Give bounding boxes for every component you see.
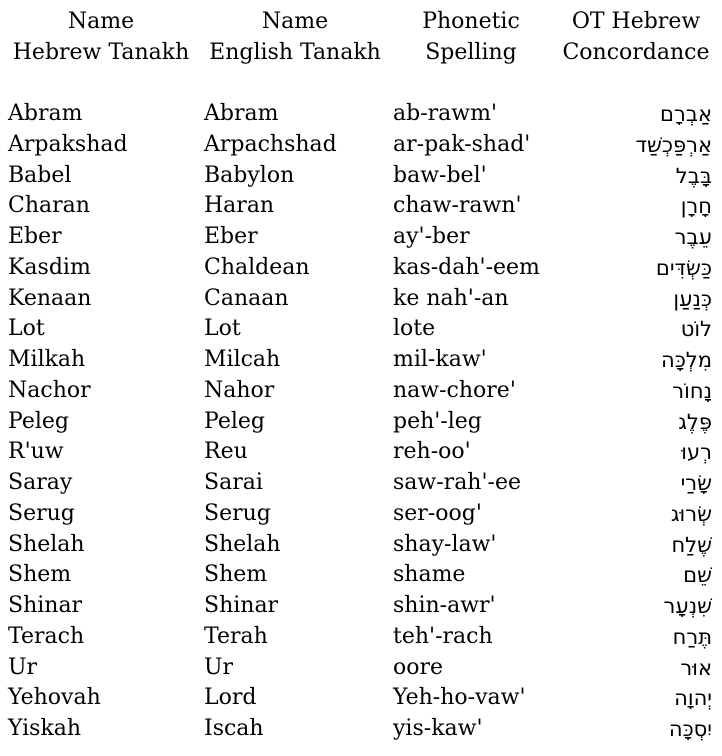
header-english-tanakh-name — [200, 6, 390, 68]
cell-hebrew-tanakh-name: Shelah — [8, 531, 85, 557]
table-row — [0, 161, 722, 192]
cell-hebrew-tanakh-name: Yehovah — [8, 685, 101, 711]
cell-hebrew-script: יִסְכָּה — [668, 717, 712, 741]
header-phonetic-spelling — [388, 6, 554, 68]
header-ot-hebrew-concordance — [554, 6, 718, 68]
table-row — [0, 130, 722, 161]
cell-english-tanakh-name: Peleg — [204, 408, 265, 434]
cell-english-tanakh-name: Haran — [204, 193, 275, 219]
header-line: Name — [67, 9, 135, 34]
cell-english-tanakh-name: Shem — [204, 562, 268, 588]
cell-english-tanakh-name: Shelah — [204, 531, 281, 557]
cell-hebrew-tanakh-name: Lot — [8, 316, 45, 342]
cell-hebrew-script: אַבְרָם — [660, 102, 712, 126]
cell-hebrew-script: כְּנַעַן — [673, 286, 712, 311]
cell-phonetic-spelling: Yeh-ho-vaw' — [393, 685, 526, 711]
cell-hebrew-script: אַרְפַּכְשַׁד — [635, 132, 712, 157]
cell-hebrew-script: עֵבֶר — [674, 225, 712, 249]
table-row — [0, 376, 722, 407]
cell-phonetic-spelling: peh'-leg — [393, 408, 482, 434]
cell-english-tanakh-name: Reu — [204, 439, 248, 465]
table-row — [0, 714, 722, 745]
table-header — [0, 6, 722, 70]
cell-phonetic-spelling: saw-rah'-ee — [393, 470, 521, 495]
cell-english-tanakh-name: Lord — [204, 685, 257, 711]
table-body — [0, 99, 722, 745]
cell-hebrew-script: יְהוָה — [674, 686, 712, 711]
cell-phonetic-spelling: ay'-ber — [393, 224, 470, 249]
cell-english-tanakh-name: Lot — [204, 316, 241, 342]
cell-english-tanakh-name: Abram — [204, 101, 279, 126]
cell-hebrew-tanakh-name: Eber — [8, 224, 62, 249]
table-row — [0, 530, 722, 561]
cell-english-tanakh-name: Babylon — [204, 162, 295, 188]
cell-phonetic-spelling: teh'-rach — [393, 623, 493, 649]
cell-hebrew-tanakh-name: R'uw — [8, 439, 64, 465]
cell-hebrew-tanakh-name: Milkah — [8, 347, 86, 372]
cell-english-tanakh-name: Sarai — [204, 470, 263, 495]
cell-hebrew-tanakh-name: Arpakshad — [8, 131, 128, 157]
cell-phonetic-spelling: shay-law' — [393, 531, 497, 557]
header-line: Name — [261, 9, 329, 34]
cell-hebrew-tanakh-name: Yiskah — [8, 716, 82, 741]
table-row — [0, 622, 722, 653]
cell-phonetic-spelling: kas-dah'-eem — [393, 254, 540, 280]
cell-hebrew-tanakh-name: Terach — [8, 623, 85, 649]
cell-hebrew-script: אוּר — [680, 655, 712, 680]
cell-hebrew-tanakh-name: Kasdim — [8, 254, 91, 280]
cell-phonetic-spelling: ab-rawm' — [393, 101, 498, 126]
cell-english-tanakh-name: Chaldean — [204, 254, 310, 280]
header-line: English Tanakh — [209, 40, 381, 65]
table-row — [0, 99, 722, 130]
header-line: Hebrew Tanakh — [12, 40, 190, 65]
table-row — [0, 253, 722, 284]
cell-phonetic-spelling: ke nah'-an — [393, 285, 509, 311]
cell-hebrew-script: בָּבֶל — [675, 163, 712, 188]
cell-hebrew-script: רְעוּ — [681, 440, 712, 465]
header-line: Spelling — [425, 40, 517, 65]
table-row — [0, 560, 722, 591]
cell-hebrew-tanakh-name: Babel — [8, 162, 72, 188]
cell-hebrew-tanakh-name: Ur — [8, 654, 38, 680]
cell-hebrew-script: שָׂרַי — [680, 471, 712, 495]
cell-phonetic-spelling: naw-chore' — [393, 377, 516, 403]
table-row — [0, 468, 722, 499]
table-row — [0, 191, 722, 222]
cell-hebrew-script: כַּשְׂדִּים — [655, 255, 712, 280]
cell-phonetic-spelling: mil-kaw' — [393, 347, 487, 372]
table-row — [0, 437, 722, 468]
cell-hebrew-tanakh-name: Abram — [8, 101, 83, 126]
cell-english-tanakh-name: Eber — [204, 224, 258, 249]
cell-english-tanakh-name: Nahor — [204, 377, 275, 403]
cell-hebrew-tanakh-name: Saray — [8, 470, 73, 495]
cell-hebrew-script: שֵׁם — [683, 563, 712, 588]
cell-english-tanakh-name: Iscah — [204, 716, 264, 741]
cell-hebrew-tanakh-name: Shinar — [8, 593, 83, 618]
cell-phonetic-spelling: yis-kaw' — [393, 716, 483, 741]
cell-phonetic-spelling: ser-oog' — [393, 500, 482, 526]
header-line: OT Hebrew — [571, 9, 701, 34]
cell-hebrew-tanakh-name: Serug — [8, 500, 75, 526]
cell-hebrew-script: נָחוֹר — [672, 378, 712, 403]
cell-hebrew-script: מִלְכָּה — [660, 348, 712, 372]
cell-hebrew-script: שְׂרוּג — [670, 501, 712, 526]
cell-phonetic-spelling: shame — [393, 562, 466, 588]
cell-english-tanakh-name: Ur — [204, 654, 234, 680]
cell-phonetic-spelling: ar-pak-shad' — [393, 131, 531, 157]
cell-hebrew-tanakh-name: Kenaan — [8, 285, 92, 311]
cell-phonetic-spelling: baw-bel' — [393, 162, 487, 188]
table-row — [0, 407, 722, 438]
cell-phonetic-spelling: lote — [393, 316, 436, 342]
table-row — [0, 345, 722, 376]
cell-hebrew-script: שִׁנְעָר — [663, 594, 712, 618]
cell-hebrew-tanakh-name: Charan — [8, 193, 90, 219]
cell-english-tanakh-name: Milcah — [204, 347, 281, 372]
cell-english-tanakh-name: Serug — [204, 500, 271, 526]
table-row — [0, 284, 722, 315]
cell-phonetic-spelling: chaw-rawn' — [393, 193, 522, 219]
header-line: Phonetic — [422, 9, 520, 34]
table-row — [0, 591, 722, 622]
cell-phonetic-spelling: oore — [393, 654, 444, 680]
cell-hebrew-tanakh-name: Shem — [8, 562, 72, 588]
cell-english-tanakh-name: Shinar — [204, 593, 279, 618]
header-line: Concordance — [562, 40, 710, 65]
cell-hebrew-script: לוֹט — [680, 317, 712, 342]
cell-hebrew-script: שֶׁלַח — [671, 532, 712, 557]
table-row — [0, 499, 722, 530]
cell-hebrew-script: חָרָן — [680, 194, 712, 219]
table-row — [0, 222, 722, 253]
cell-hebrew-script: תֶּרַח — [672, 624, 712, 649]
cell-hebrew-tanakh-name: Nachor — [8, 377, 91, 403]
cell-phonetic-spelling: reh-oo' — [393, 439, 471, 465]
cell-english-tanakh-name: Terah — [204, 623, 268, 649]
cell-english-tanakh-name: Canaan — [204, 285, 289, 311]
table-row — [0, 653, 722, 684]
cell-hebrew-script: פֶּלֶג — [678, 409, 712, 434]
header-hebrew-tanakh-name — [2, 6, 200, 68]
table-row — [0, 314, 722, 345]
cell-hebrew-tanakh-name: Peleg — [8, 408, 69, 434]
cell-english-tanakh-name: Arpachshad — [204, 131, 337, 157]
cell-phonetic-spelling: shin-awr' — [393, 593, 496, 618]
table-row — [0, 683, 722, 714]
